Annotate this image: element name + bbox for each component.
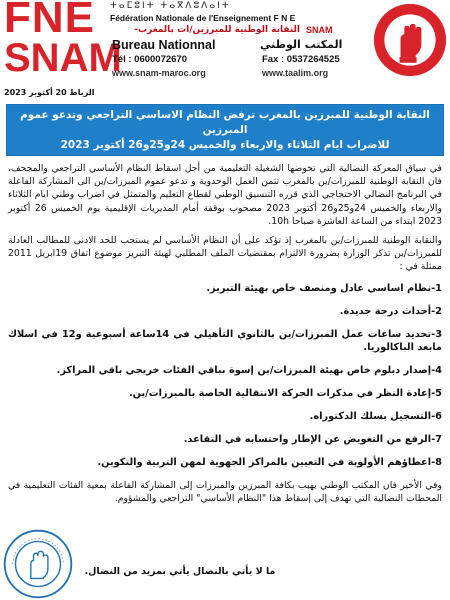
fist-seal-icon bbox=[372, 2, 448, 78]
list-item: 1-نظام اساسي عادل ومنصف خاص بهيئة التبريز. bbox=[206, 282, 442, 294]
list-item: 3-تحديد ساعات عمل المبرزات/ين بالثانوي التأهيلي في 14ساعة أسبوعية و12 في اسلاك مابعد الباكالوريا. bbox=[8, 328, 443, 353]
list-item: 5-إعادة النظر في مذكرات الحركة الانتقالية الخاصة بالمبرزات/ين. bbox=[128, 387, 442, 399]
bureau-fr: Bureau Nationnal bbox=[112, 38, 216, 52]
paragraph-demands-intro: والنقابة الوطنية للمبرزات/ين بالمغرب إذ تؤكد على أن النظام الأساسي لم يستجب للحد الادنى للمطالب العادلة للمبرزات/ين تذكر الوزارة بضرورة الالتزام بمقتضيات الملف المطلبي لهيئة التبريز موضوع اتفاق 19ابريل 2011 ممثلة في : bbox=[8, 235, 442, 273]
closing-slogan: ما لا يأتي بالنضال يأتي بمزيد من النضال. bbox=[84, 566, 276, 577]
list-item: 7-الرفع من التعويض عن الإطار واحتسابه في التقاعد. bbox=[183, 433, 442, 445]
logo-fne-text: FNE bbox=[4, 0, 95, 42]
headline-line-2: للاضراب ايام الثلاثاء والاربعاء والخميس 24و25و26 أكتوبر 2023 bbox=[60, 139, 390, 151]
website-taalim[interactable]: www.taalim.org bbox=[262, 68, 329, 78]
bureau-ar: المكتب الوطني bbox=[260, 38, 343, 51]
fne-snam-logo bbox=[2, 0, 122, 80]
letterhead bbox=[0, 0, 450, 86]
union-name-ar: النقابة الوطنية للمبرزين/ات بالمغرب- bbox=[134, 25, 300, 35]
headline-line-1: النقابة الوطنية للمبرزين بالمغرب ترفض النظام الاساسي التراجعي وتدعو عموم المبرزين bbox=[20, 109, 430, 136]
website-snam[interactable]: www.snam-maroc.org bbox=[112, 68, 206, 78]
list-item: 8-اعطاؤهم الأولوية في التعيين بالمراكز الجهوية لمهن التربية والتكوين. bbox=[97, 456, 442, 468]
tifinagh-name: ⵜⴰⵎⵓⵏⵜ ⵜⴰⴳⴷⵓⴷⴰⵏⵜ bbox=[110, 1, 231, 11]
union-abbr: SNAM bbox=[306, 25, 333, 35]
communique-body bbox=[8, 162, 442, 505]
demands-list bbox=[8, 282, 442, 469]
paragraph-intro: في سياق المعركة النضالية التي تخوضها الشغيلة التعليمية من أجل اسقاط النظام الأساسي التراجعي والمجحف، فان النقابة الوطنية للمبرزات/ين بالمغرب تثمن العمل الوحدوية و تدعو عموم المبرزات/ين الى المشاركة الفاعلة في البرنامج النضالي الاحتجاجي الذي قرره التنسيق الوطني لقطاع التعليم والمتمثل في اضراب وطني ايام الثلاثاء والاربعاء والخميس 24و25و26 أكتوبر 2023 مصحوب بوقفة أمام المديريات الإقليمية يوم الخميس 26 أكتوبر 2023 ابتداء من الساعة العاشرة صباحا 10h. bbox=[8, 163, 442, 227]
federation-name-fr: Fédération Nationale de l'Enseignement F N E bbox=[110, 13, 296, 23]
document-date: الرباط 20 أكتوبر 2023 bbox=[4, 88, 95, 97]
logo-snam-text: SNAM bbox=[4, 36, 122, 80]
list-item: 4-إصدار دبلوم خاص بهيئة المبرزات/ين إسوة بباقي الفئات خريجي باقي المراكز. bbox=[56, 364, 442, 376]
paragraph-closing: وفي الأخير فان المكتب الوطني يهيب بكافة المبرزين والمبرزات إلى المشاركة الفاعلة بمعية الفئات التعليمية في المحطات النضالية التي تهدف إلى إسقاط هذا "النظام الأساسي" التراجعي والمشؤوم. bbox=[8, 479, 442, 504]
list-item: 6-التسجيل بسلك الدكتوراه. bbox=[309, 410, 442, 422]
phone-number: Tél : 0600072670 bbox=[112, 54, 188, 65]
list-item: 2-أحداث درجة جديدة. bbox=[339, 305, 442, 317]
letterhead-info bbox=[110, 0, 368, 86]
headline-box bbox=[6, 104, 444, 156]
federation-stamp-icon bbox=[2, 528, 74, 600]
fax-number: Fax : 0537264525 bbox=[262, 54, 340, 65]
